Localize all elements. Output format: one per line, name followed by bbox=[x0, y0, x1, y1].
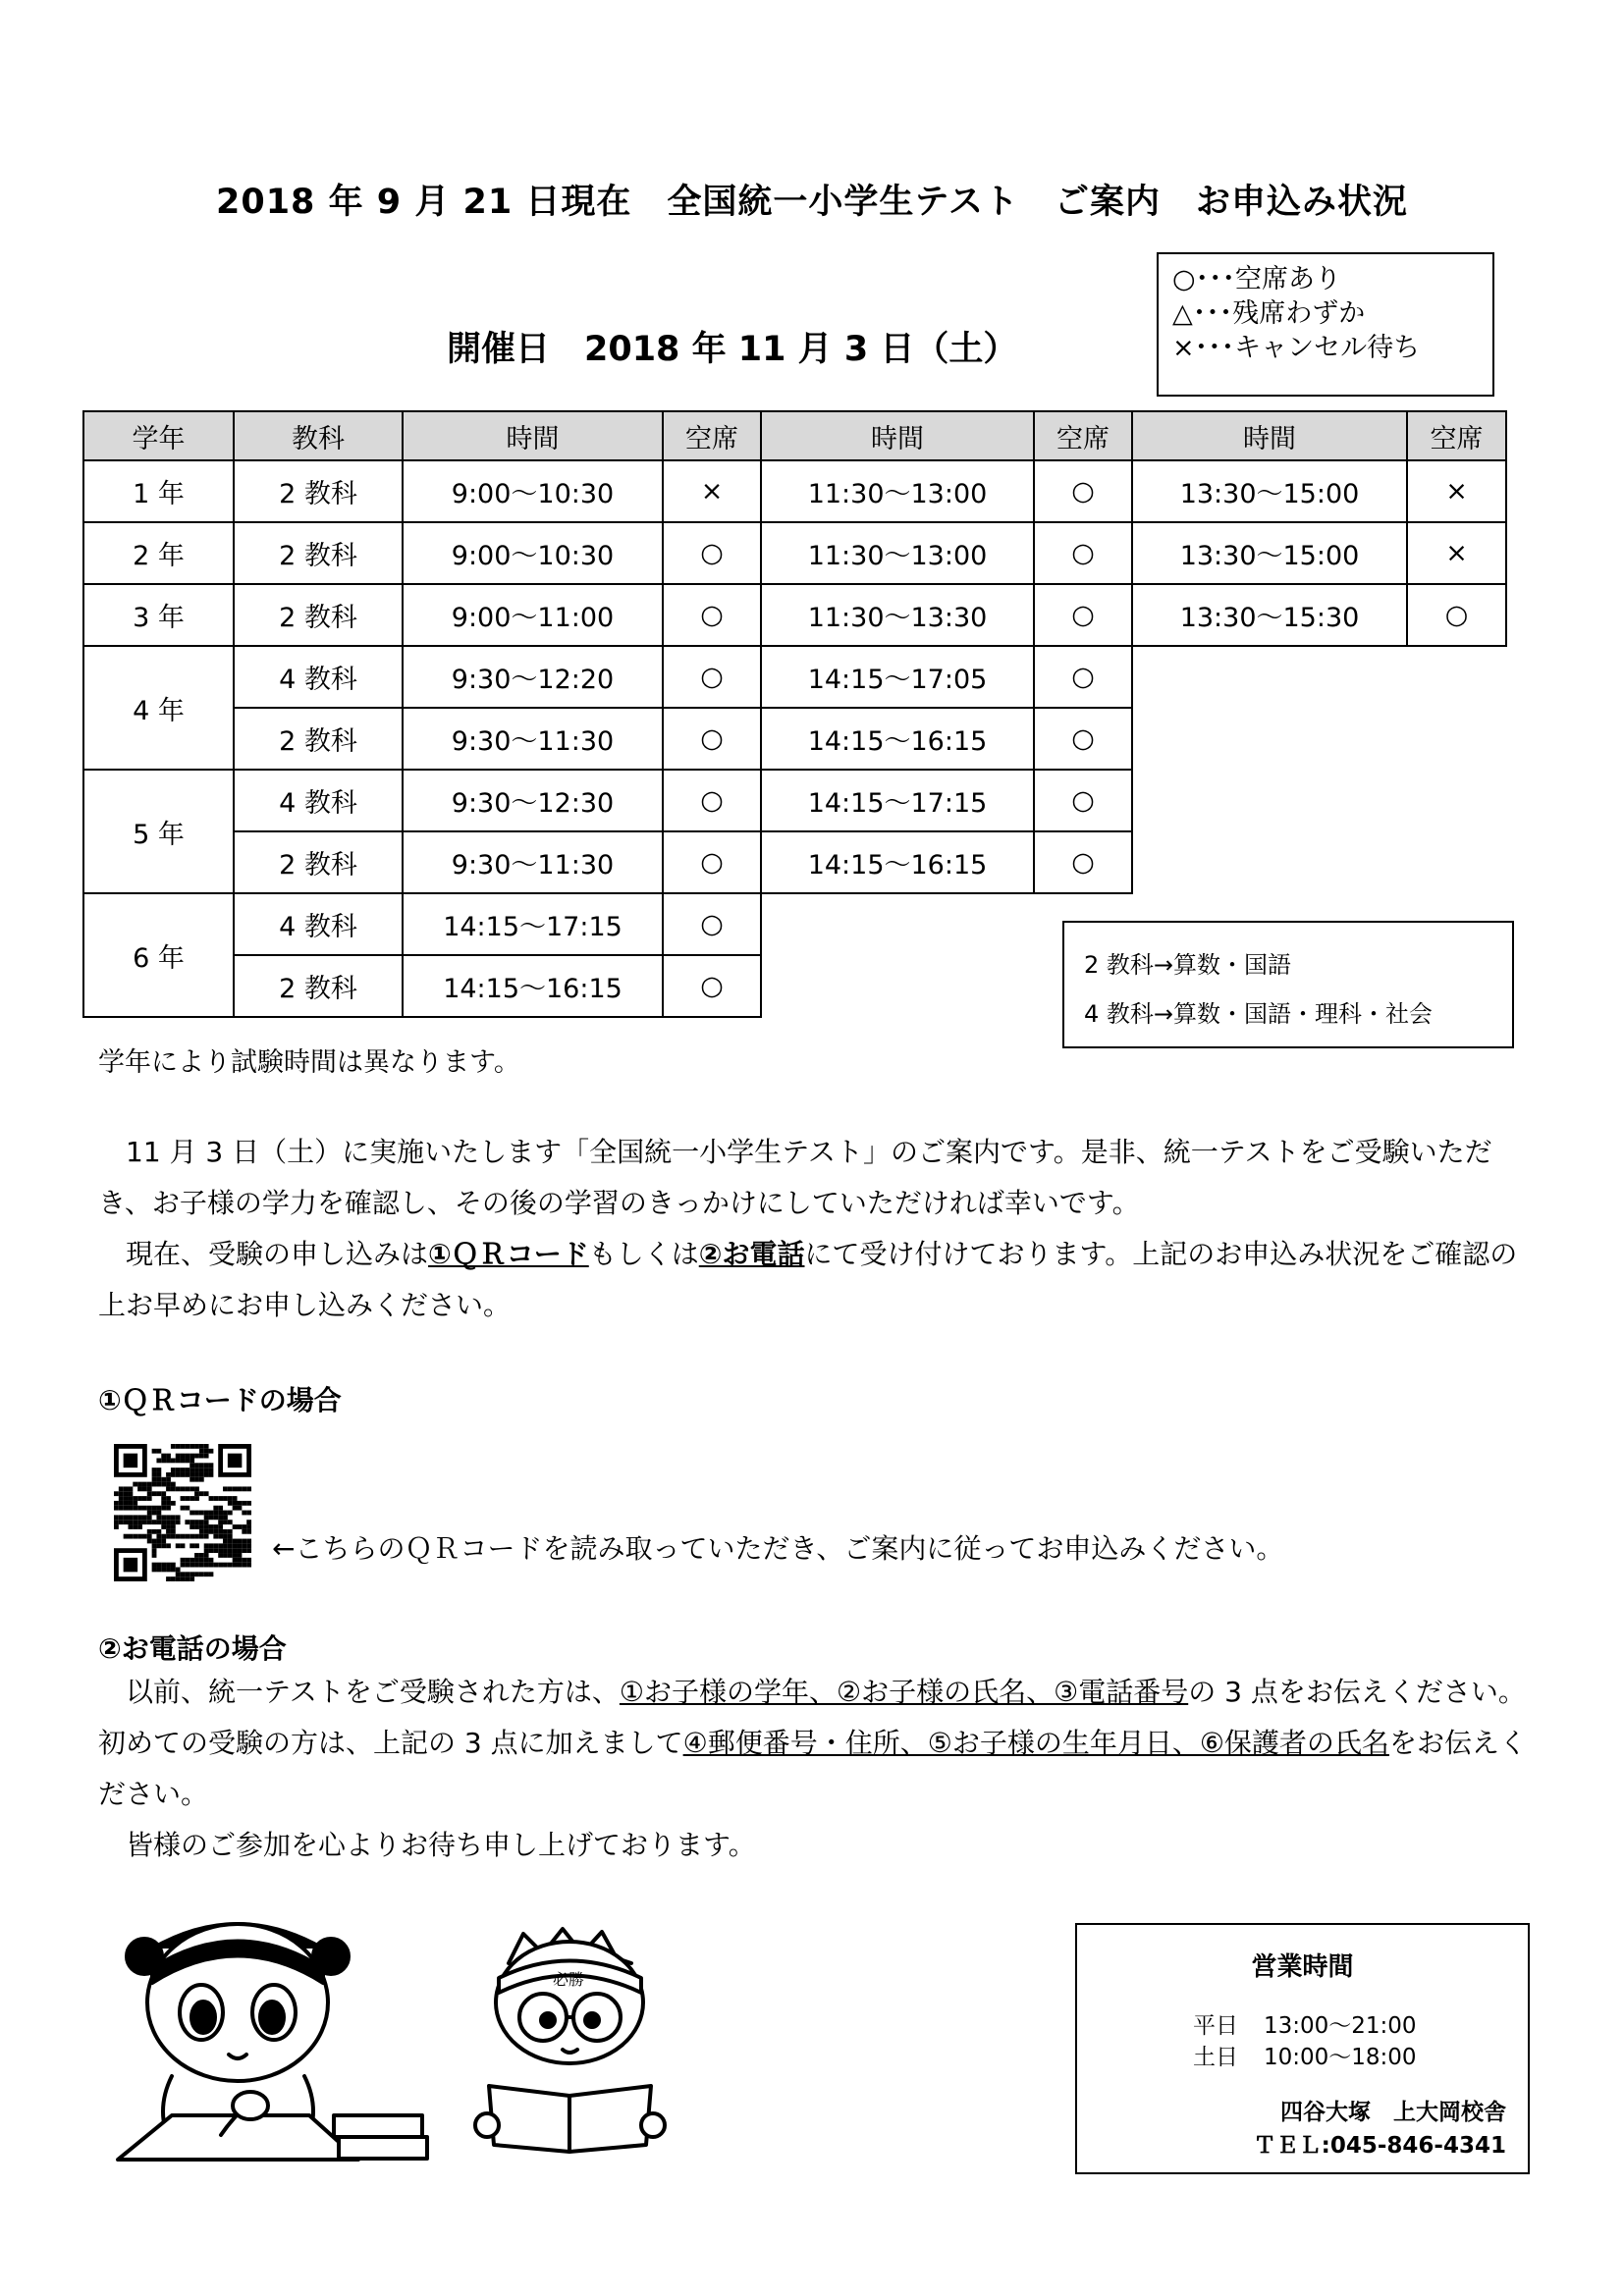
table-row bbox=[83, 584, 1506, 646]
time-cell: 11:30～13:00 bbox=[761, 460, 1034, 522]
subject-cell: 4 教科 bbox=[234, 646, 403, 708]
girl-studying-icon bbox=[113, 1909, 442, 2169]
seat-cell: ○ bbox=[1034, 460, 1132, 522]
time-cell: 13:30～15:00 bbox=[1132, 522, 1407, 584]
time-cell: 11:30～13:00 bbox=[761, 522, 1034, 584]
time-cell: 11:30～13:30 bbox=[761, 584, 1034, 646]
seat-cell: × bbox=[1407, 522, 1506, 584]
note-two-subjects: 2 教科→算数・国語 bbox=[1084, 951, 1292, 979]
legend-available: ○･･･空席あり bbox=[1172, 264, 1342, 294]
time-cell: 14:15～17:15 bbox=[403, 893, 663, 955]
legend-few-left: △･･･残席わずか bbox=[1172, 298, 1366, 329]
headband-text: 必勝 bbox=[553, 1970, 585, 1989]
grade-cell: 1 年 bbox=[83, 460, 234, 522]
seat-cell: ○ bbox=[1034, 770, 1132, 831]
intro-paragraph-1: 11 月 3 日（土）に実施いたします「全国統一小学生テスト」のご案内です。是非、統一テストをご受験いただき、お子様の学力を確認し、その後の学習のきっかけにしていただければ幸いです。 bbox=[98, 1136, 1492, 1219]
subject-cell: 2 教科 bbox=[234, 584, 403, 646]
phone-paragraph: 以前、統一テストをご受験された方は、①お子様の学年、②お子様の氏名、③電話番号の 3 点をお伝えください。初めての受験の方は、上記の 3 点に加えまして④郵便番号・住所、⑤お子様の生年月日、⑥保護者の氏名をお伝えください。 bbox=[98, 1676, 1527, 1810]
grade-cell: 3 年 bbox=[83, 584, 234, 646]
grade-cell: 4 年 bbox=[83, 646, 234, 770]
table-row bbox=[83, 460, 1506, 522]
phone-number: ＴＥＬ:045-846-4341 bbox=[1253, 2133, 1506, 2159]
grade-cell: 6 年 bbox=[83, 893, 234, 1017]
seat-cell: ○ bbox=[663, 831, 761, 893]
table-row bbox=[83, 522, 1506, 584]
closing-paragraph: 皆様のご参加を心よりお待ち申し上げております。 bbox=[126, 1829, 756, 1861]
seat-cell: × bbox=[1407, 460, 1506, 522]
business-hours-box bbox=[1075, 1923, 1530, 2174]
time-cell: 9:00～10:30 bbox=[403, 522, 663, 584]
intro-paragraph-2: 現在、受験の申し込みは①ＱＲコードもしくは②お電話にて受け付けております。上記のお申込み状況をご確認の上お早めにお申し込みください。 bbox=[98, 1238, 1518, 1321]
grade-cell: 2 年 bbox=[83, 522, 234, 584]
time-cell: 14:15～16:15 bbox=[403, 955, 663, 1017]
table-header-row bbox=[83, 411, 1506, 460]
subject-cell: 2 教科 bbox=[234, 955, 403, 1017]
intro-text bbox=[98, 1127, 1542, 1331]
page-title: 2018 年 9 月 21 日現在 全国統一小学生テスト ご案内 お申込み状況 bbox=[216, 183, 1408, 222]
subjects-note bbox=[1062, 921, 1514, 1048]
phone-heading: ②お電話の場合 bbox=[98, 1632, 287, 1665]
time-cell: 9:00～11:00 bbox=[403, 584, 663, 646]
legend-waitlist: ×･･･キャンセル待ち bbox=[1172, 333, 1421, 363]
time-cell: 14:15～16:15 bbox=[761, 831, 1034, 893]
table-row bbox=[83, 770, 1506, 831]
seat-cell: ○ bbox=[663, 522, 761, 584]
empty-cell bbox=[1132, 770, 1506, 831]
event-date: 開催日 2018 年 11 月 3 日（土） bbox=[447, 330, 1018, 369]
grade-cell: 5 年 bbox=[83, 770, 234, 893]
table-row bbox=[83, 708, 1506, 770]
seat-cell: ○ bbox=[1407, 584, 1506, 646]
seat-cell: × bbox=[663, 460, 761, 522]
header-time-3: 時間 bbox=[1132, 411, 1407, 460]
time-cell: 14:15～16:15 bbox=[761, 708, 1034, 770]
hours-weekend: 土日 10:00～18:00 bbox=[1193, 2045, 1417, 2070]
note-four-subjects: 4 教科→算数・国語・理科・社会 bbox=[1084, 1000, 1434, 1028]
time-cell: 14:15～17:05 bbox=[761, 646, 1034, 708]
phone-text bbox=[98, 1667, 1542, 1871]
qr-instruction: ←こちらのＱＲコードを読み取っていただき、ご案内に従ってお申込みください。 bbox=[272, 1532, 1284, 1565]
seat-cell: ○ bbox=[1034, 646, 1132, 708]
subject-cell: 2 教科 bbox=[234, 522, 403, 584]
subject-cell: 4 教科 bbox=[234, 770, 403, 831]
table-caption: 学年により試験時間は異なります。 bbox=[98, 1047, 520, 1078]
seat-cell: ○ bbox=[1034, 708, 1132, 770]
qr-code-icon[interactable] bbox=[114, 1444, 251, 1581]
boy-reading-icon bbox=[469, 1924, 671, 2155]
qr-method: ①ＱＲコード bbox=[428, 1238, 589, 1270]
time-cell: 14:15～17:15 bbox=[761, 770, 1034, 831]
empty-cell bbox=[1132, 646, 1506, 708]
phone-method: ②お電話 bbox=[698, 1238, 805, 1270]
time-cell: 9:30～12:20 bbox=[403, 646, 663, 708]
header-time-2: 時間 bbox=[761, 411, 1034, 460]
seat-cell: ○ bbox=[663, 770, 761, 831]
qr-heading: ①ＱＲコードの場合 bbox=[98, 1384, 342, 1416]
header-grade: 学年 bbox=[83, 411, 234, 460]
time-cell: 9:30～12:30 bbox=[403, 770, 663, 831]
seat-cell: ○ bbox=[663, 584, 761, 646]
empty-cell bbox=[1132, 708, 1506, 770]
time-cell: 9:30～11:30 bbox=[403, 831, 663, 893]
header-seat-2: 空席 bbox=[1034, 411, 1132, 460]
required-info-new: ④郵便番号・住所、⑤お子様の生年月日、⑥保護者の氏名 bbox=[682, 1727, 1389, 1759]
hours-title: 営業時間 bbox=[1251, 1952, 1354, 1982]
subject-cell: 2 教科 bbox=[234, 708, 403, 770]
table-row bbox=[83, 831, 1506, 893]
school-name: 四谷大塚 上大岡校舎 bbox=[1280, 2100, 1506, 2125]
seat-cell: ○ bbox=[1034, 522, 1132, 584]
seat-cell: ○ bbox=[663, 708, 761, 770]
seat-cell: ○ bbox=[663, 893, 761, 955]
header-seat-1: 空席 bbox=[663, 411, 761, 460]
table-row bbox=[83, 646, 1506, 708]
header-time-1: 時間 bbox=[403, 411, 663, 460]
subject-cell: 2 教科 bbox=[234, 460, 403, 522]
subject-cell: 4 教科 bbox=[234, 893, 403, 955]
seat-cell: ○ bbox=[663, 646, 761, 708]
time-cell: 9:00～10:30 bbox=[403, 460, 663, 522]
time-cell: 13:30～15:30 bbox=[1132, 584, 1407, 646]
empty-cell bbox=[1132, 831, 1506, 893]
availability-legend bbox=[1157, 252, 1494, 397]
time-cell: 13:30～15:00 bbox=[1132, 460, 1407, 522]
time-cell: 9:30～11:30 bbox=[403, 708, 663, 770]
seat-cell: ○ bbox=[1034, 584, 1132, 646]
header-subject: 教科 bbox=[234, 411, 403, 460]
seat-cell: ○ bbox=[663, 955, 761, 1017]
seat-cell: ○ bbox=[1034, 831, 1132, 893]
hours-weekday: 平日 13:00～21:00 bbox=[1193, 2013, 1417, 2039]
required-info-existing: ①お子様の学年、②お子様の氏名、③電話番号 bbox=[619, 1676, 1189, 1708]
header-seat-3: 空席 bbox=[1407, 411, 1506, 460]
subject-cell: 2 教科 bbox=[234, 831, 403, 893]
